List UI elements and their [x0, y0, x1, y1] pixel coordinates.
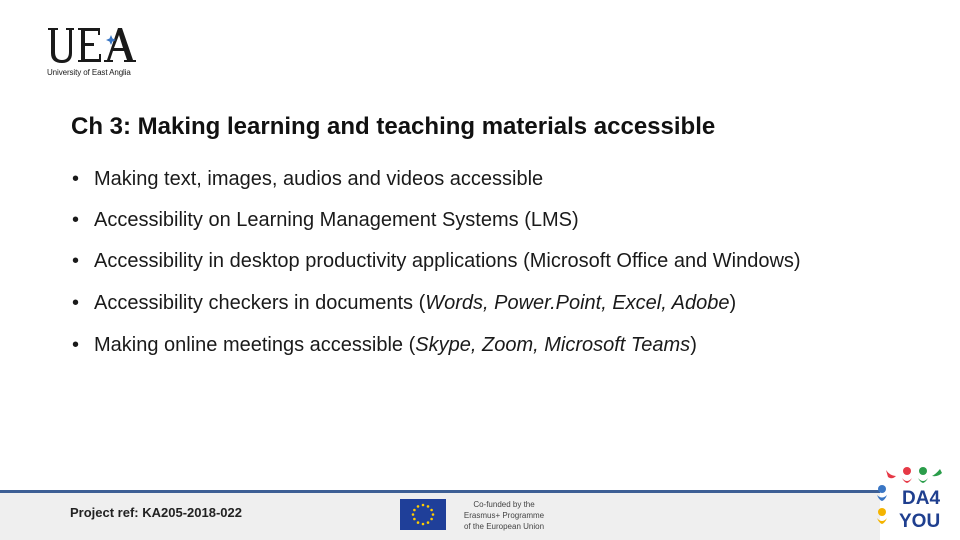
bullet-dot: • [72, 292, 80, 314]
bullet-dot: • [72, 334, 80, 356]
eu-line: of the European Union [463, 522, 545, 531]
bullet-dot: • [72, 250, 80, 272]
eu-line: Co-funded by the [473, 500, 535, 509]
bullet-item [72, 207, 852, 233]
da4you-line1: DA4 [902, 488, 941, 509]
eu-flag-icon [400, 499, 446, 530]
bullet-dot: • [72, 168, 80, 190]
bullet-text: ) [729, 292, 737, 314]
uea-subtitle: University of East Anglia [47, 68, 131, 77]
eu-funding-text [454, 499, 554, 532]
da4you-line2: YOU [899, 511, 941, 532]
bullet-item [72, 248, 852, 274]
bullet-text-italic: Skype, Zoom, Microsoft Teams [415, 334, 691, 356]
bullet-text: Making text, images, audios and videos accessible [94, 168, 544, 190]
bullet-text: ) [690, 334, 697, 356]
bullet-item [72, 166, 852, 192]
bullet-text: Making online meetings accessible ( [94, 334, 416, 356]
bullet-dot: • [72, 209, 80, 231]
slide-title: Ch 3: Making learning and teaching materials accessible [71, 113, 716, 140]
bullet-item [72, 290, 852, 316]
eu-line: Erasmus+ Programme [463, 511, 545, 520]
bullet-text: Accessibility on Learning Management Systems (LMS) [94, 209, 579, 231]
project-ref: Project ref: KA205-2018-022 [70, 505, 242, 520]
bullet-item [72, 332, 852, 358]
bullet-list [72, 166, 852, 373]
bullet-text-italic: Words, Power.Point, Excel, Adobe [425, 292, 730, 314]
da4you-logo [874, 464, 954, 536]
bullet-text: Accessibility in desktop productivity applications (Microsoft Office and Windows) [94, 250, 801, 272]
bullet-text: Accessibility checkers in documents ( [94, 292, 426, 314]
